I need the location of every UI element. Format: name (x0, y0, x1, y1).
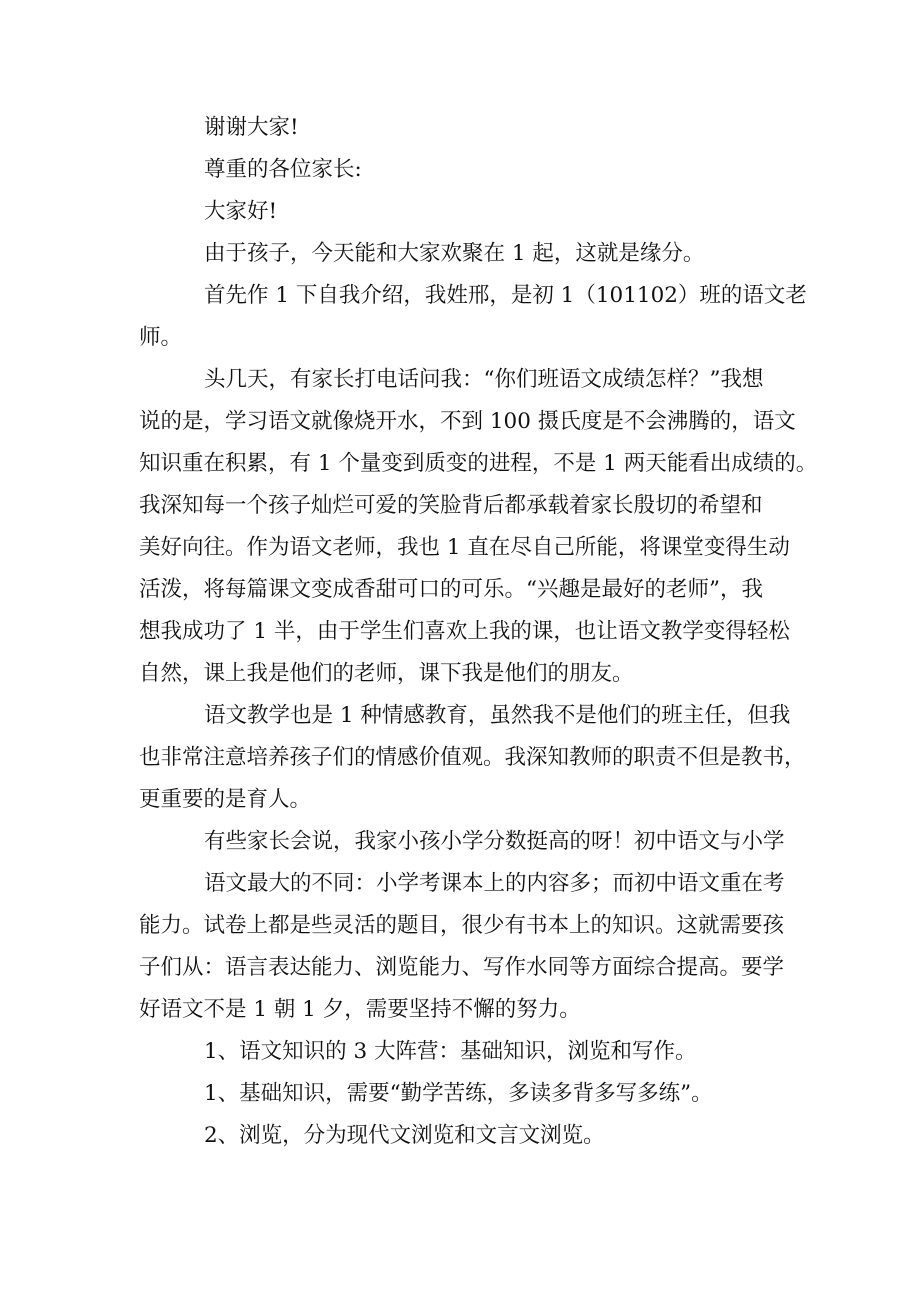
text-line-13: 想我成功了 1 半，由于学生们喜欢上我的课，也让语文教学变得轻松 (139, 619, 790, 644)
text-line-3: 大家好! (204, 199, 278, 224)
text-line-22: 好语文不是 1 朝 1 夕，需要坚持不懈的努力。 (139, 997, 581, 1022)
text-line-18: 有些家长会说，我家小孩小学分数挺高的呀！初中语文与小学 (204, 829, 785, 854)
text-line-5: 首先作 1 下自我介绍，我姓邢，是初 1（101102）班的语文老 (204, 283, 807, 308)
text-line-20: 能力。试卷上都是些灵活的题目，很少有书本上的知识。这就需要孩 (139, 913, 785, 938)
text-line-16: 也非常注意培养孩子们的情感价值观。我深知教师的职责不但是教书， (139, 745, 806, 770)
text-line-2: 尊重的各位家长: (204, 157, 362, 182)
text-line-12: 活泼，将每篇课文变成香甜可口的可乐。“兴趣是最好的老师”，我 (139, 577, 763, 602)
text-line-10: 我深知每一个孩子灿烂可爱的笑脸背后都承载着家长殷切的希望和 (139, 493, 763, 518)
text-line-15: 语文教学也是 1 种情感教育，虽然我不是他们的班主任，但我 (204, 703, 791, 728)
text-line-23: 1、语文知识的 3 大阵营：基础知识，浏览和写作。 (204, 1039, 697, 1064)
text-line-4: 由于孩子，今天能和大家欢聚在 1 起，这就是缘分。 (204, 241, 705, 266)
text-line-19: 语文最大的不同：小学考课本上的内容多；而初中语文重在考 (204, 871, 785, 896)
text-line-11: 美好向往。作为语文老师，我也 1 直在尽自己所能，将课堂变得生动 (139, 535, 790, 560)
text-line-24: 1、基础知识，需要“勤学苦练，多读多背多写多练”。 (204, 1081, 713, 1106)
text-line-17: 更重要的是育人。 (139, 787, 312, 812)
text-line-8: 说的是，学习语文就像烧开水，不到 100 摄氏度是不会沸腾的，语文 (139, 409, 796, 434)
text-line-1: 谢谢大家! (204, 115, 299, 140)
text-line-6: 师。 (139, 325, 183, 350)
text-line-21: 子们从：语言表达能力、浏览能力、写作水同等方面综合提高。要学 (139, 955, 785, 980)
text-line-9: 知识重在积累，有 1 个量变到质变的进程，不是 1 两天能看出成绩的。 (139, 451, 818, 476)
text-line-25: 2、浏览，分为现代文浏览和文言文浏览。 (204, 1123, 605, 1148)
text-line-7: 头几天，有家长打电话问我：“你们班语文成绩怎样？”我想 (204, 367, 764, 392)
text-line-14: 自然，课上我是他们的老师，课下我是他们的朋友。 (139, 661, 634, 686)
